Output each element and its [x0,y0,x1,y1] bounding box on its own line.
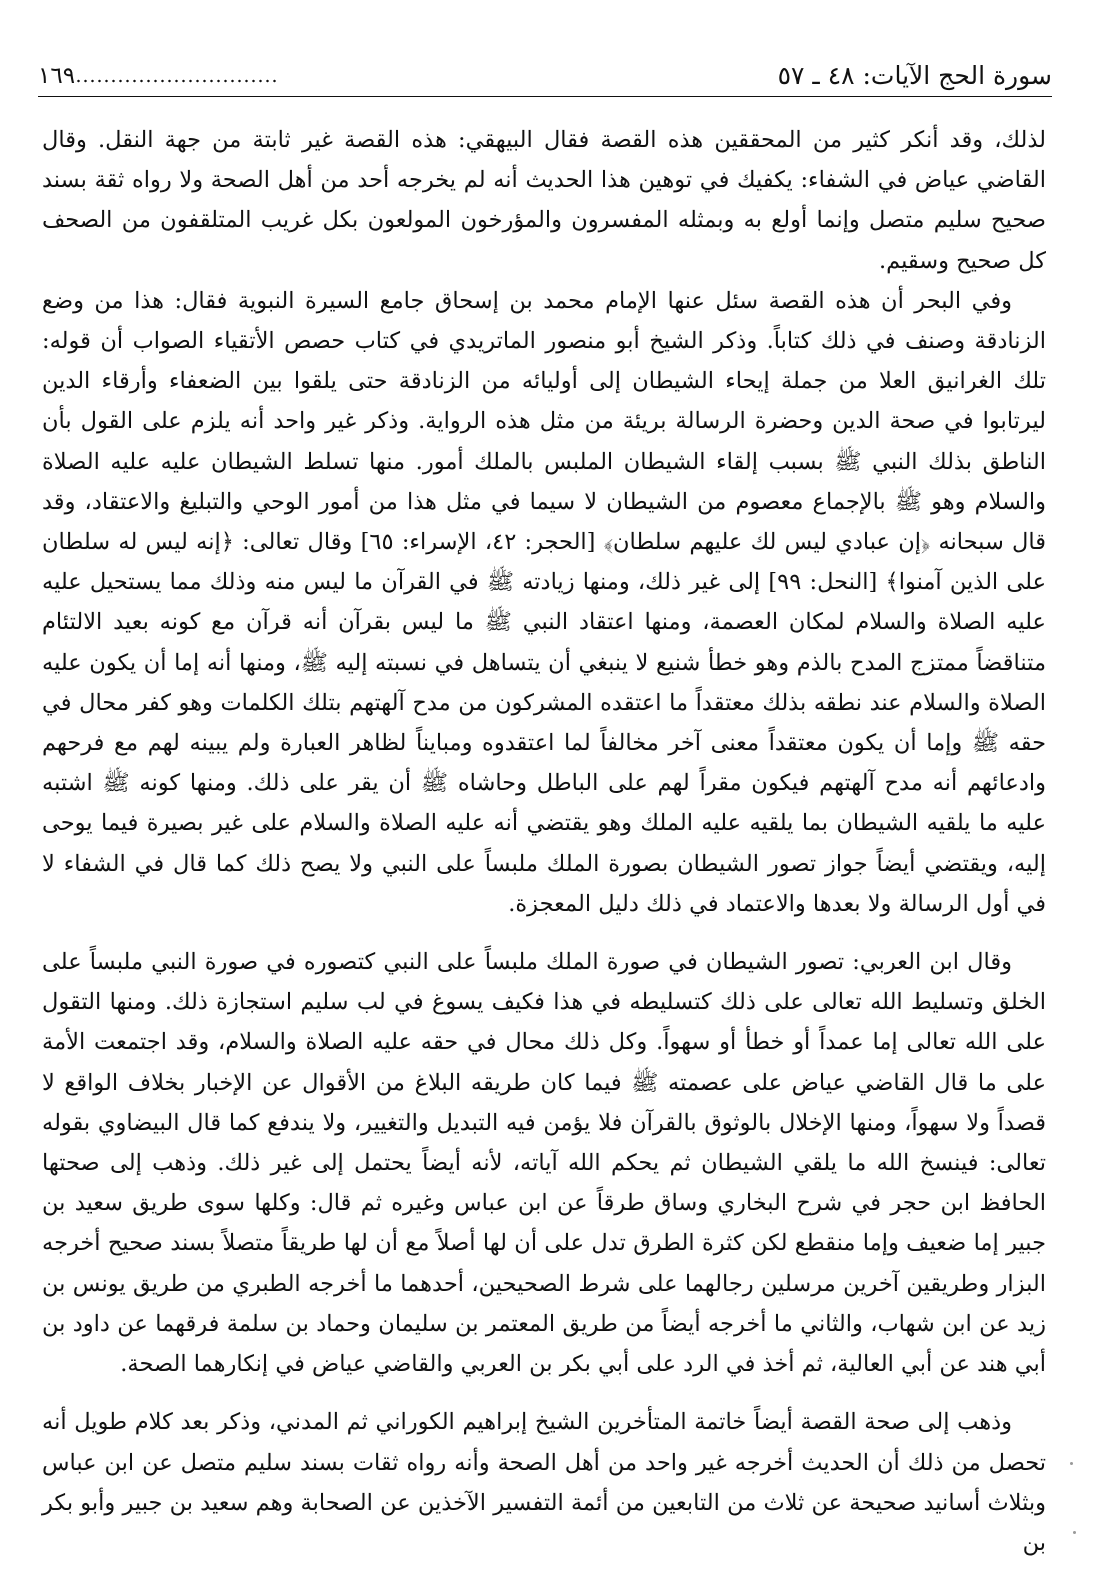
dotted-leader [75,78,280,84]
paragraph-3: وقال ابن العربي: تصور الشيطان في صورة الملك ملبساً على النبي كتصوره في صورة النبي ملبساً على الخلق وتسليط الله تعالى على ذلك كتسليطه في هذا فكيف يسوغ في لب سليم استجازة ذلك. ومنها التقول على الله تعالى إما عمداً أو خطأ أو سهواً. وكل ذلك محال في حقه عليه الصلاة والسلام، وقد اجتمعت الأمة على ما قال القاضي عياض على عصمته ﷺ فيما كان طريقه البلاغ من الأقوال عن الإخبار بخلاف الواقع لا قصداً ولا سهواً، ومنها الإخلال بالوثوق بالقرآن فلا يؤمن فيه التبديل والتغيير، ولا يندفع كما قال البيضاوي بقوله تعالى: فينسخ الله ما يلقي الشيطان ثم يحكم الله آياته، لأنه أيضاً يحتمل إلى غير ذلك. وذهب إلى صحتها الحافظ ابن حجر في شرح البخاري وساق طرقاً عن ابن عباس وغيره ثم قال: وكلها سوى طريق سعيد بن جبير إما ضعيف وإما منقطع لكن كثرة الطرق تدل على أن لها أصلاً مع أن لها طريقاً متصلاً بسند صحيح أخرجه البزار وطريقين آخرين مرسلين رجالهما على شرط الصحيحين، أحدهما ما أخرجه الطبري من طريق يونس بن زيد عن ابن شهاب، والثاني ما أخرجه أيضاً من طريق المعتمر بن سليمان وحماد بن سلمة فرقهما عن داود بن أبي هند عن أبي العالية، ثم أخذ في الرد على أبي بكر بن العربي والقاضي عياض في إنكارهما الصحة. [42,949,1047,1378]
body-text [42,120,1046,1563]
page-number: ١٦٩ [38,63,76,89]
paragraph-4: وذهب إلى صحة القصة أيضاً خاتمة المتأخرين الشيخ إبراهيم الكوراني ثم المدني، وذكر بعد كلام طويل أنه تحصل من ذلك أن الحديث أخرجه غير واحد من أهل الصحة وأنه رواه ثقات بسند سليم متصل عن ابن عباس وبثلاث أسانيد صحيحة عن ثلاث من التابعين من أئمة التفسير الآخذين عن الصحابة وهم سعيد بن جبير وأبو بكر بن [42,1409,1046,1556]
scan-speck [1073,1531,1076,1534]
scan-speck [1070,1462,1073,1465]
header-title: سورة الحج الآيات: ٤٨ ـ ٥٧ [777,61,1052,90]
paragraph-1: لذلك، وقد أنكر كثير من المحققين هذه القصة فقال البيهقي: هذه القصة غير ثابتة من جهة النقل. وقال القاضي عياض في الشفاء: يكفيك في توهين هذا الحديث أنه لم يخرجه أحد من أهل الصحة ولا رواه ثقة بسند صحيح سليم متصل وإنما أولع به وبمثله المفسرون والمؤرخون المولعون بكل غريب المتلقفون من الصحف كل صحيح وسقيم. [42,127,1046,274]
paragraph-2: وفي البحر أن هذه القصة سئل عنها الإمام محمد بن إسحاق جامع السيرة النبوية فقال: هذا من وضع الزنادقة وصنف في ذلك كتاباً. وذكر الشيخ أبو منصور الماتريدي في كتاب حصص الأتقياء الصواب أن قوله: تلك الغرانيق العلا من جملة إيحاء الشيطان إلى أوليائه من الزنادقة حتى يلقوا بين الضعفاء وأرقاء الدين ليرتابوا في صحة الدين وحضرة الرسالة بريئة من مثل هذه الرواية. وذكر غير واحد أنه يلزم على القول بأن الناطق بذلك النبي ﷺ بسبب إلقاء الشيطان الملبس بالملك أمور. منها تسلط الشيطان عليه عليه الصلاة والسلام وهو ﷺ بالإجماع معصوم من الشيطان لا سيما في مثل هذا من أمور الوحي والتبليغ والاعتقاد، وقد قال سبحانه ﴿إن عبادي ليس لك عليهم سلطان﴾ [الحجر: ٤٢، الإسراء: ٦٥] وقال تعالى: ﴿إنه ليس له سلطان على الذين آمنوا﴾ [النحل: ٩٩] إلى غير ذلك، ومنها زيادته ﷺ في القرآن ما ليس منه وذلك مما يستحيل عليه عليه الصلاة والسلام لمكان العصمة، ومنها اعتقاد النبي ﷺ ما ليس بقرآن أنه قرآن مع كونه بعيد الالتئام متناقضاً ممتزج المدح بالذم وهو خطأ شنيع لا ينبغي أن يتساهل في نسبته إليه ﷺ، ومنها أنه إما أن يكون عليه الصلاة والسلام عند نطقه بذلك معتقداً ما اعتقده المشركون من مدح آلهتهم بتلك الكلمات وهو كفر محال في حقه ﷺ وإما أن يكون معتقداً معنى آخر مخالفاً لما اعتقدوه ومبايناً لظاهر العبارة ولم يبينه لهم مع فرحهم وادعائهم أنه مدح آلهتهم فيكون مقراً لهم على الباطل وحاشاه ﷺ أن يقر على ذلك. ومنها كونه ﷺ اشتبه عليه ما يلقيه الشيطان بما يلقيه عليه الملك وهو يقتضي أنه عليه الصلاة والسلام على غير بصيرة فيما يوحى إليه، ويقتضي أيضاً جواز تصور الشيطان بصورة الملك ملبساً على النبي ولا يصح ذلك كما قال في الشفاء لا في أول الرسالة ولا بعدها والاعتماد في ذلك دليل المعجزة. [42,287,1047,917]
header-page-number-block [38,60,280,96]
running-header [38,56,1052,97]
